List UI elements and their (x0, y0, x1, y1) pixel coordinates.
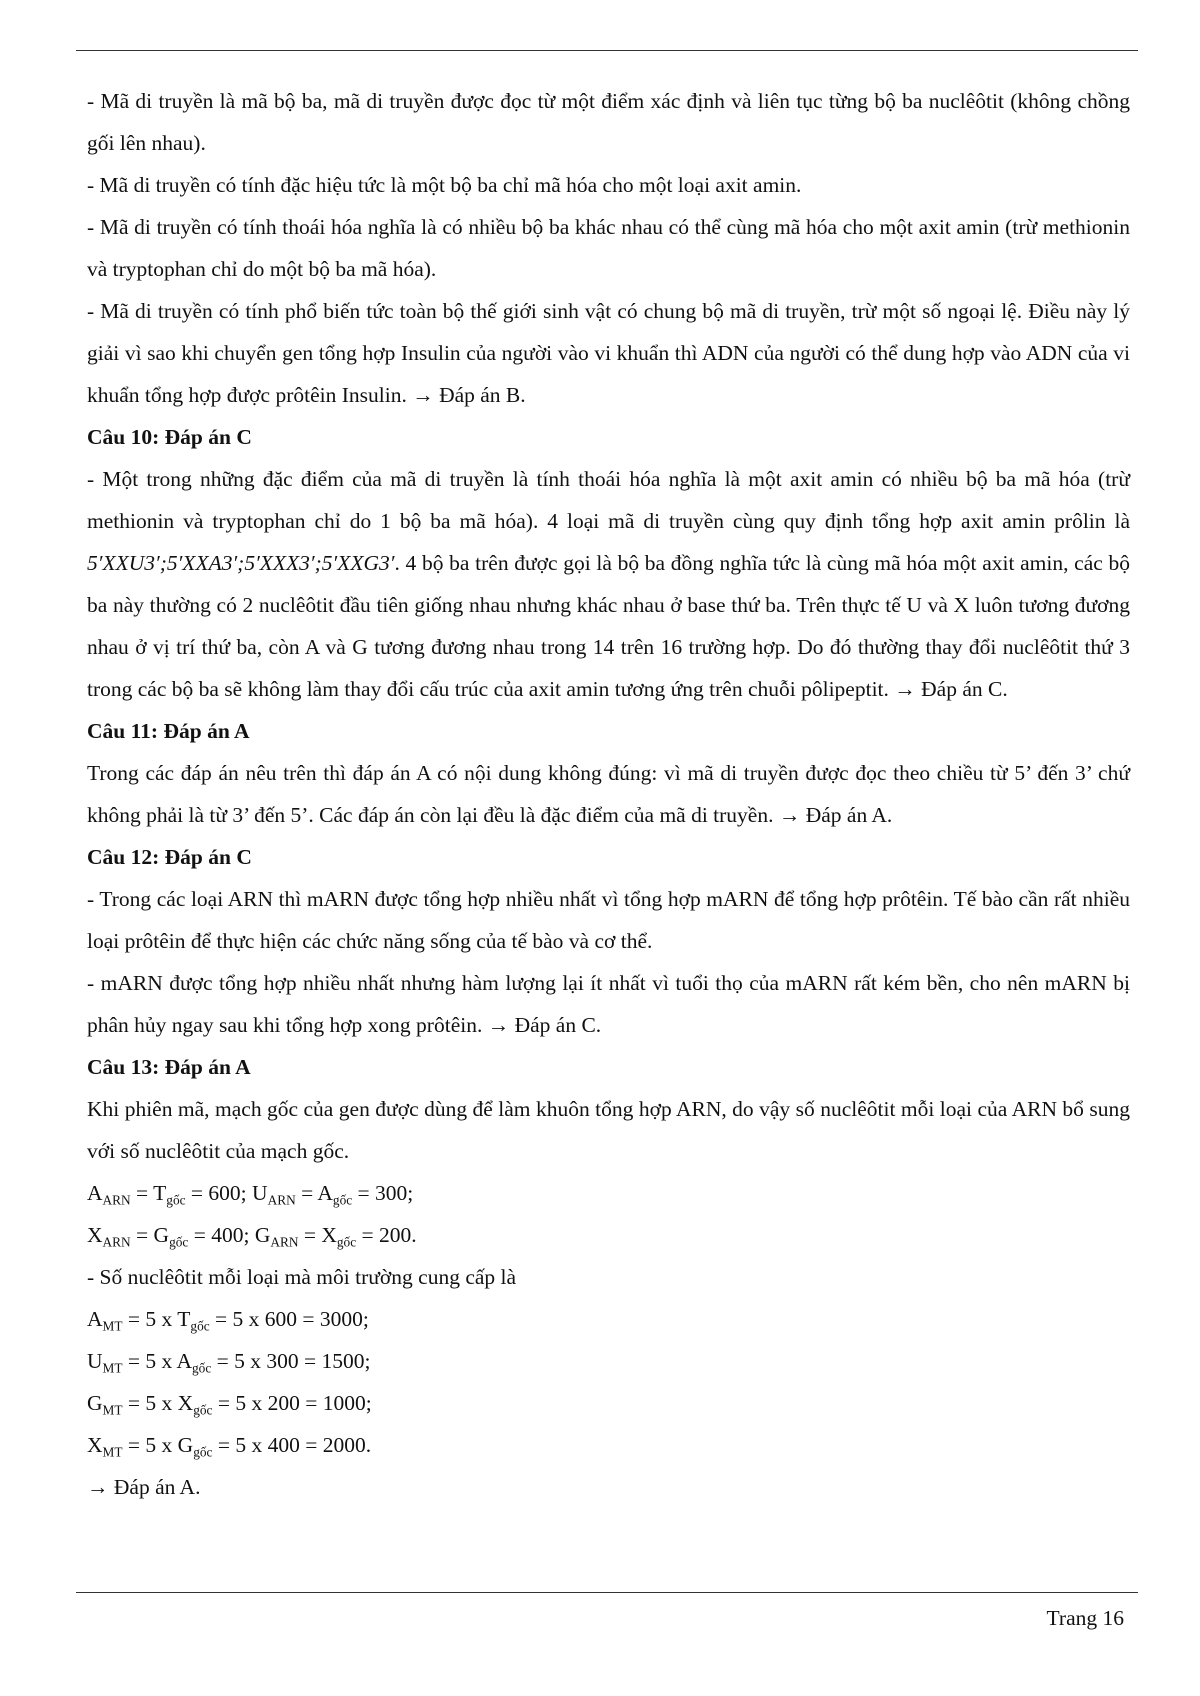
footer-rule (76, 1592, 1138, 1593)
q10-text-before: - Một trong những đặc điểm của mã di truyền là tính thoái hóa nghĩa là một axit amin có nhiều bộ ba mã hóa (trừ methionin và tryptophan chỉ do 1 bộ ba mã hóa). 4 loại mã di truyền cùng quy định tổng hợp axit amin prôlin là (87, 467, 1130, 533)
intro-paragraph-4: - Mã di truyền có tính phổ biến tức toàn bộ thế giới sinh vật có chung bộ mã di truyền, trừ một số ngoại lệ. Điều này lý giải vì sao khi chuyển gen tổng hợp Insulin của người vào vi khuẩn thì ADN của người có thể dung hợp vào ADN của vi khuẩn tổng hợp được prôtêin Insulin. → Đáp án B. (87, 299, 1130, 407)
q10-paragraph (87, 458, 1130, 710)
intro-paragraph-2: - Mã di truyền có tính đặc hiệu tức là một bộ ba chỉ mã hóa cho một loại axit amin. (87, 173, 802, 197)
q13-calc-u: $U_{MT} = 5$ x $A_{gốc} = 5$ x 300 = 1500; (87, 1349, 371, 1376)
q13-line-a-u: $A_{ARN} = T_{gốc} = 600$; $U_{ARN} = A_{gốc} = 300$; (87, 1181, 414, 1208)
q10-codons: 5′XXU3′;5′XXA3′;5′XXX3′;5′XXG3′ (87, 551, 395, 575)
q13-answer: → Đáp án A. (87, 1475, 201, 1499)
q10-heading: Câu 10: Đáp án C (87, 425, 252, 449)
q13-intro: Khi phiên mã, mạch gốc của gen được dùng để làm khuôn tổng hợp ARN, do vậy số nuclêôtit mỗi loại của ARN bổ sung với số nuclêôtit của mạch gốc. (87, 1097, 1130, 1163)
q12-paragraph-1: - Trong các loại ARN thì mARN được tổng hợp nhiều nhất vì tổng hợp mARN để tổng hợp prôtêin. Tế bào cần rất nhiều loại prôtêin để thực hiện các chức năng sống của tế bào và cơ thể. (87, 887, 1130, 953)
q10-text-after: . 4 bộ ba trên được gọi là bộ ba đồng nghĩa tức là cùng mã hóa một axit amin, các bộ ba này thường có 2 nuclêôtit đầu tiên giống nhau nhưng khác nhau ở base thứ ba. Trên thực tế U và X luôn tương đương nhau ở vị trí thứ ba, còn A và G tương đương nhau trong 14 trên 16 trường hợp. Do đó thường thay đổi nuclêôtit thứ 3 trong các bộ ba sẽ không làm thay đổi cấu trúc của axit amin tương ứng trên chuỗi pôlipeptit. → Đáp án C. (87, 551, 1130, 701)
page-number: Trang 16 (1046, 1606, 1124, 1630)
intro-paragraph-1: - Mã di truyền là mã bộ ba, mã di truyền được đọc từ một điểm xác định và liên tục từng bộ ba nuclêôtit (không chồng gối lên nhau). (87, 89, 1130, 155)
q12-heading: Câu 12: Đáp án C (87, 845, 252, 869)
q13-calc-a: $A_{MT} = 5$ x $T_{gốc} = 5$ x 600 = 3000; (87, 1307, 369, 1334)
q13-calc-g: $G_{MT} = 5$ x $X_{gốc} = 5$ x 200 = 1000; (87, 1391, 372, 1418)
q13-line-x-g: $X_{ARN} = G_{gốc} = 400$; $G_{ARN} = X_{gốc} = 200$. (87, 1223, 417, 1250)
q13-env-intro: - Số nuclêôtit mỗi loại mà môi trường cung cấp là (87, 1265, 517, 1289)
q12-paragraph-2: - mARN được tổng hợp nhiều nhất nhưng hàm lượng lại ít nhất vì tuổi thọ của mARN rất kém bền, cho nên mARN bị phân hủy ngay sau khi tổng hợp xong prôtêin. → Đáp án C. (87, 971, 1130, 1037)
q11-heading: Câu 11: Đáp án A (87, 719, 250, 743)
header-rule (76, 50, 1138, 51)
intro-paragraph-3: - Mã di truyền có tính thoái hóa nghĩa là có nhiều bộ ba khác nhau có thể cùng mã hóa cho một axit amin (trừ methionin và tryptophan chỉ do một bộ ba mã hóa). (87, 215, 1130, 281)
q11-paragraph: Trong các đáp án nêu trên thì đáp án A có nội dung không đúng: vì mã di truyền được đọc theo chiều từ 5’ đến 3’ chứ không phải là từ 3’ đến 5’. Các đáp án còn lại đều là đặc điểm của mã di truyền. → Đáp án A. (87, 761, 1130, 827)
q13-calc-x: $X_{MT} = 5$ x $G_{gốc} = 5$ x 400 = 2000. (87, 1433, 372, 1460)
page-content (87, 80, 1130, 1508)
q13-heading: Câu 13: Đáp án A (87, 1055, 251, 1079)
